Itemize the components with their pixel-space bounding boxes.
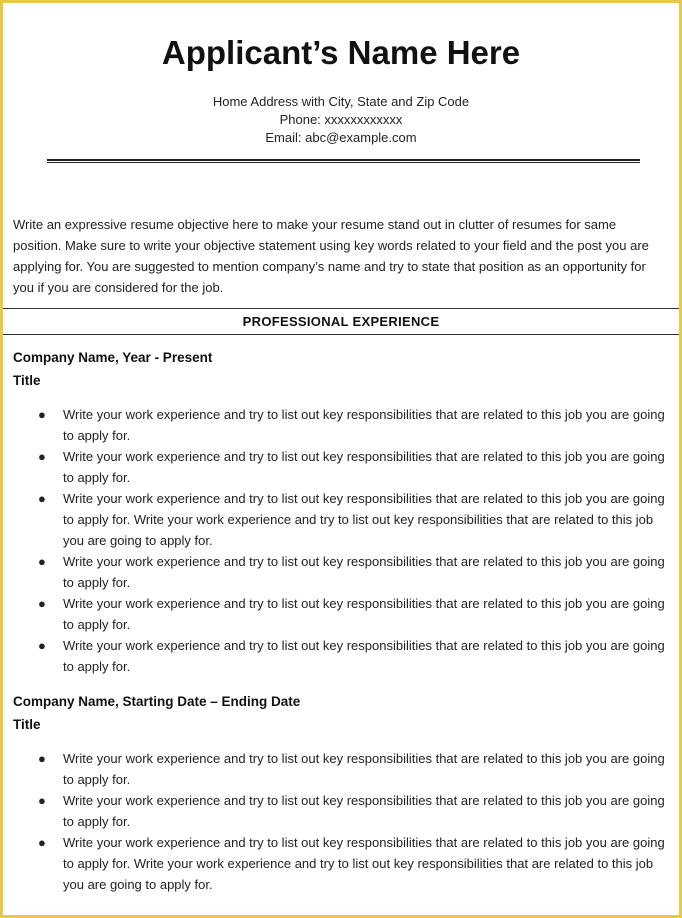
bullet-text: Write your work experience and try to list out key responsibilities that are related to this job you are going to apply for. — [63, 449, 665, 485]
address-line: Home Address with City, State and Zip Code — [212, 94, 470, 109]
job-company: Company Name, Starting Date – Ending Date — [13, 694, 301, 709]
bullet-icon: ● — [38, 554, 46, 569]
bullet-icon: ● — [38, 407, 46, 422]
list-item — [13, 593, 673, 635]
contact-block — [3, 93, 679, 147]
bullet-text: Write your work experience and try to list out key responsibilities that are related to this job you are going to apply for. — [63, 554, 665, 590]
job-entry-1 — [13, 347, 673, 677]
list-item — [13, 748, 673, 790]
job-entry-2 — [13, 691, 673, 895]
job-title: Title — [13, 373, 41, 388]
list-item — [13, 832, 673, 895]
list-item — [13, 635, 673, 677]
bullet-text: Write your work experience and try to list out key responsibilities that are related to this job you are going to apply for. — [63, 751, 665, 787]
bullet-icon: ● — [38, 596, 46, 611]
bullet-text: Write your work experience and try to list out key responsibilities that are related to this job you are going to apply for. — [63, 638, 665, 674]
objective-paragraph: Write an expressive resume objective here to make your resume stand out in clutter of resumes for same position. Make sure to write your objective statement using key words related to your field and the post you are applying for. You are suggested to mention company’s name and try to state that position as an opportunity for you if you are considered for the job. — [13, 217, 649, 295]
job-responsibilities-list — [13, 748, 673, 895]
bullet-text: Write your work experience and try to list out key responsibilities that are related to this job you are going to apply for. — [63, 407, 665, 443]
applicant-name: Applicant’s Name Here — [161, 34, 521, 71]
bullet-text: Write your work experience and try to list out key responsibilities that are related to this job you are going to apply for. — [63, 793, 665, 829]
bullet-text: Write your work experience and try to list out key responsibilities that are related to this job you are going to apply for. Write your work experience and try to list out key responsibilities that are related to this job you are going to apply for. — [63, 835, 665, 892]
bullet-text: Write your work experience and try to list out key responsibilities that are related to this job you are going to apply for. — [63, 596, 665, 632]
bullet-icon: ● — [38, 491, 46, 506]
bullet-icon: ● — [38, 449, 46, 464]
bullet-icon: ● — [38, 751, 46, 766]
list-item — [13, 488, 673, 551]
job-responsibilities-list — [13, 404, 673, 677]
header-divider — [47, 159, 640, 163]
list-item — [13, 404, 673, 446]
bullet-icon: ● — [38, 638, 46, 653]
job-title: Title — [13, 717, 41, 732]
bullet-icon: ● — [38, 793, 46, 808]
list-item — [13, 790, 673, 832]
bullet-icon: ● — [38, 835, 46, 850]
email-line: Email: abc@example.com — [265, 130, 417, 145]
list-item — [13, 446, 673, 488]
phone-line: Phone: xxxxxxxxxxxx — [279, 112, 403, 127]
list-item — [13, 551, 673, 593]
experience-section-heading: PROFESSIONAL EXPERIENCE — [3, 308, 679, 335]
bullet-text: Write your work experience and try to list out key responsibilities that are related to this job you are going to apply for. Write your work experience and try to list out key responsibilities that are related to this job you are going to apply for. — [63, 491, 665, 548]
job-company: Company Name, Year - Present — [13, 350, 213, 365]
